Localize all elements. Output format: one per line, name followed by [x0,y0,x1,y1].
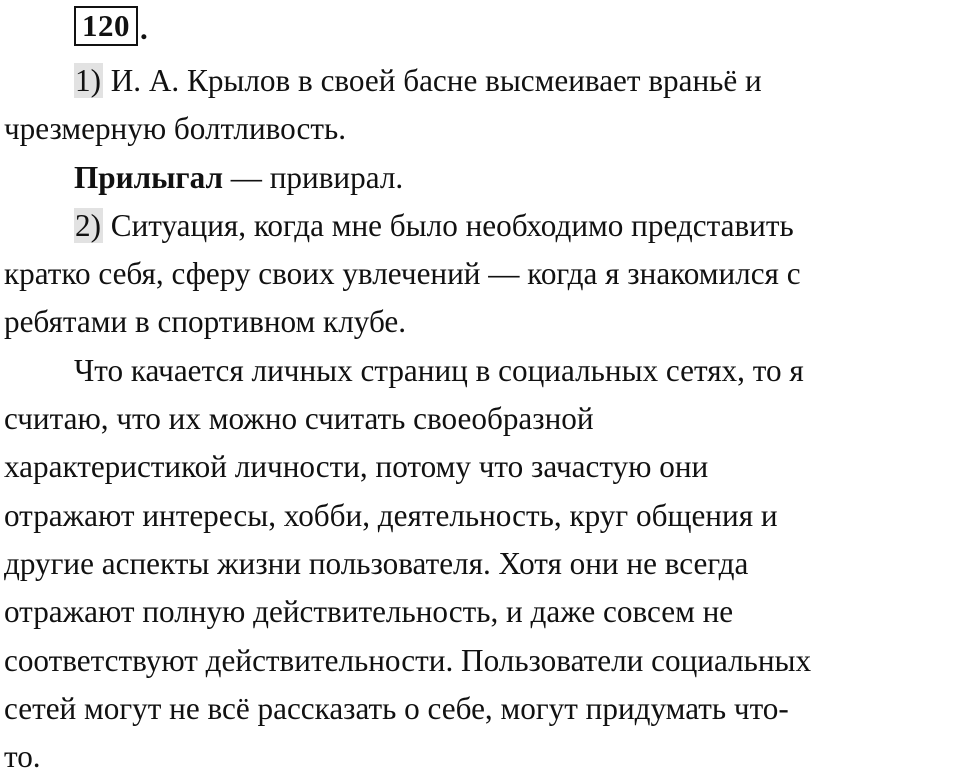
answer-2-line-3: ребятами в спортивном клубе. [4,304,407,340]
definition-line [4,154,959,202]
answer-1-line-1 [4,57,959,105]
answer-1-line-1-text: И. А. Крылов в своей басне высмеивает враньё и [102,63,762,98]
document-body [4,57,959,781]
paragraph-3 [4,347,959,395]
answer-1-paragraph [4,57,959,105]
exercise-header [74,4,148,46]
exercise-number: 120 [74,6,138,46]
paragraph-3-line-8: сетей могут не всё рассказать о себе, могут придумать что- [4,690,789,726]
paragraph-3-line-6: отражают полную действительность, и даже совсем не [4,594,734,630]
answer-2-paragraph [4,202,959,250]
paragraph-3-line-7: соответствуют действительности. Пользователи социальных [4,642,812,678]
paragraph-3-line-9: то. [4,739,41,775]
exercise-number-dot: . [140,11,148,46]
paragraph-3-line-4: отражают интересы, хобби, деятельность, круг общения и [4,497,778,533]
paragraph-3-line-3: характеристикой личности, потому что зачастую они [4,449,709,485]
definition-term: Прилыгал [74,159,223,195]
paragraph-3-line-5: другие аспекты жизни пользователя. Хотя они не всегда [4,545,749,581]
paragraph-3-line-1: Что качается личных страниц в социальных сетях, то я [74,352,804,388]
answer-1-line-2: чрезмерную болтливость. [4,111,347,147]
answer-2-line-1-text: Ситуация, когда мне было необходимо представить [102,207,794,243]
answer-2-marker: 2) [75,207,101,243]
answer-2-line-2: кратко себя, сферу своих увлечений — когда я знакомился с [4,256,801,292]
paragraph-3-line-2: считаю, что их можно считать своеобразной [4,401,594,437]
definition-paragraph [4,154,959,202]
answer-2-line-1 [4,202,959,250]
definition-meaning: — привирал. [222,159,404,195]
answer-1-marker: 1) [75,63,101,98]
